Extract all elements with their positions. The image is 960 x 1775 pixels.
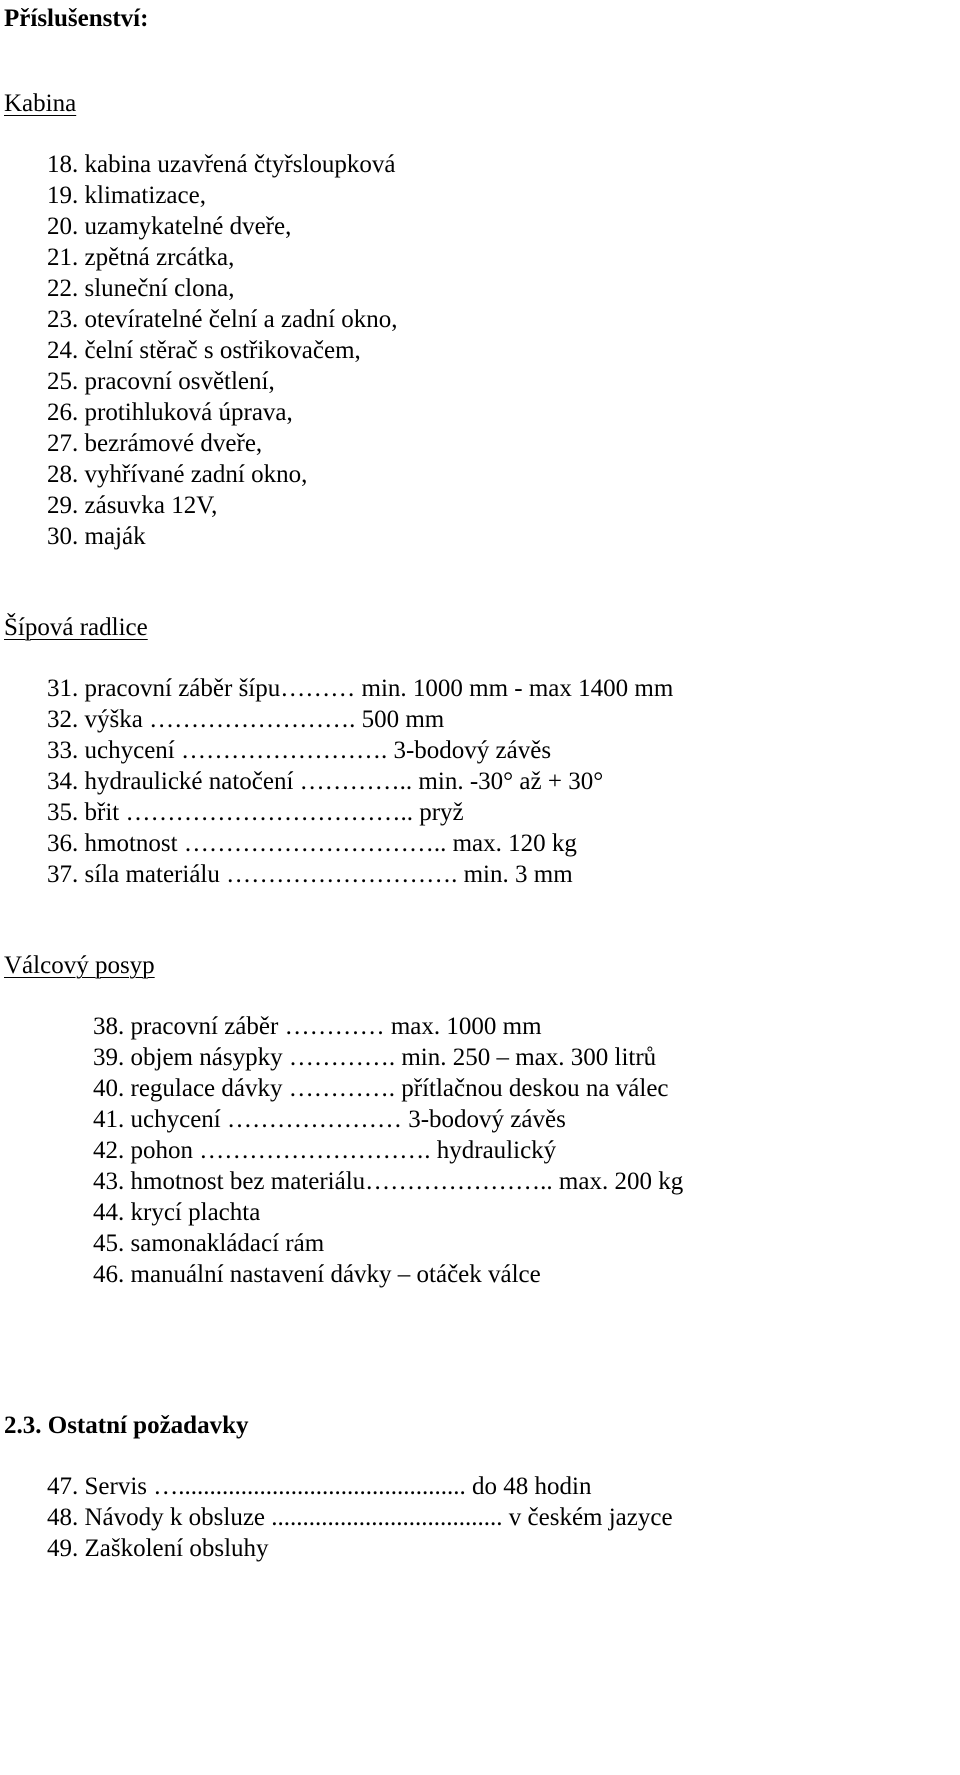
list-item: 22. sluneční clona, — [47, 275, 235, 302]
list-item: 23. otevíratelné čelní a zadní okno, — [47, 306, 398, 333]
list-item: 26. protihluková úprava, — [47, 399, 293, 426]
list-item: 40. regulace dávky …………. přítlačnou deskou na válec — [93, 1075, 669, 1102]
list-item: 44. krycí plachta — [93, 1199, 261, 1226]
list-item: 38. pracovní záběr ………… max. 1000 mm — [93, 1013, 542, 1040]
list-item: 19. klimatizace, — [47, 182, 206, 209]
list-item: 30. maják — [47, 523, 146, 550]
section-heading-sipova-radlice: Šípová radlice — [4, 614, 148, 641]
section-heading-valcovy-posyp: Válcový posyp — [4, 952, 155, 979]
list-item: 33. uchycení ……………………. 3-bodový závěs — [47, 737, 552, 764]
section-heading-ostatni-pozadavky: 2.3. Ostatní požadavky — [4, 1412, 249, 1439]
list-item: 28. vyhřívané zadní okno, — [47, 461, 308, 488]
list-item: 21. zpětná zrcátka, — [47, 244, 235, 271]
list-item: 42. pohon ………………………. hydraulický — [93, 1137, 557, 1164]
list-item: 35. břit …………………………….. pryž — [47, 799, 464, 826]
list-item: 48. Návody k obsluze ..................................... v českém jazyce — [47, 1504, 673, 1531]
list-item: 39. objem násypky …………. min. 250 – max. 300 litrů — [93, 1044, 657, 1071]
list-item: 27. bezrámové dveře, — [47, 430, 263, 457]
list-item: 20. uzamykatelné dveře, — [47, 213, 292, 240]
list-item: 29. zásuvka 12V, — [47, 492, 218, 519]
list-item: 49. Zaškolení obsluhy — [47, 1535, 269, 1562]
list-item: 31. pracovní záběr šípu……… min. 1000 mm - max 1400 mm — [47, 675, 674, 702]
list-item: 45. samonakládací rám — [93, 1230, 325, 1257]
list-item: 18. kabina uzavřená čtyřsloupková — [47, 151, 396, 178]
list-item: 34. hydraulické natočení ………….. min. -30° až + 30° — [47, 768, 604, 795]
list-item: 25. pracovní osvětlení, — [47, 368, 275, 395]
section-heading-kabina: Kabina — [4, 90, 77, 117]
page-title: Příslušenství: — [4, 5, 149, 32]
list-item: 46. manuální nastavení dávky – otáček válce — [93, 1261, 541, 1288]
list-item: 43. hmotnost bez materiálu………………….. max. 200 kg — [93, 1168, 684, 1195]
list-item: 47. Servis ….............................................. do 48 hodin — [47, 1473, 592, 1500]
list-item: 36. hmotnost ………………………….. max. 120 kg — [47, 830, 577, 857]
list-item: 37. síla materiálu ………………………. min. 3 mm — [47, 861, 573, 888]
list-item: 24. čelní stěrač s ostřikovačem, — [47, 337, 361, 364]
list-item: 32. výška ……………………. 500 mm — [47, 706, 445, 733]
list-item: 41. uchycení ………………… 3-bodový závěs — [93, 1106, 566, 1133]
